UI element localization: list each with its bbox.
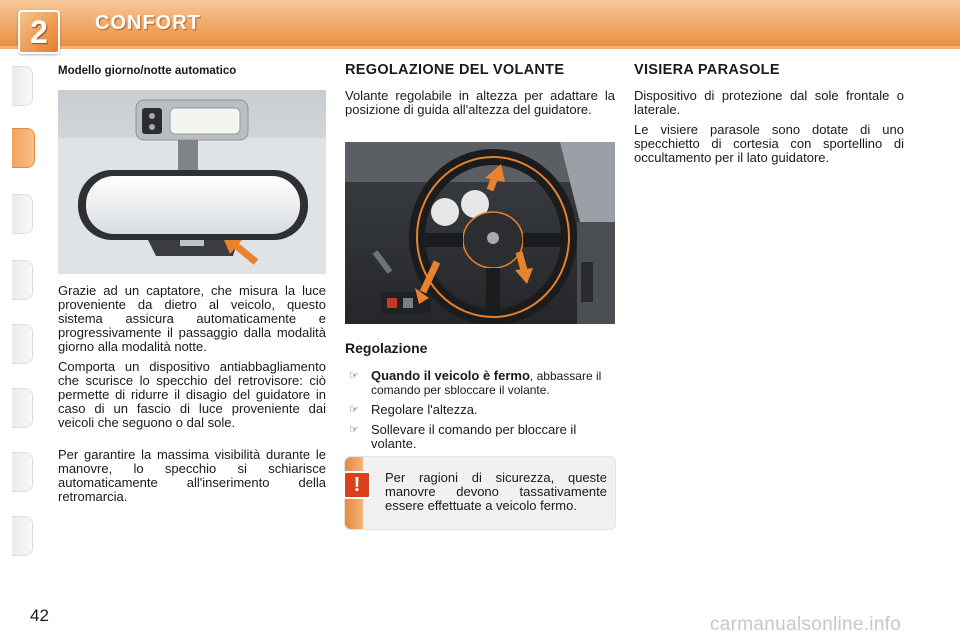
chapter-tab[interactable] <box>12 516 33 556</box>
watermark: carmanualsonline.info <box>710 614 902 635</box>
right-column <box>634 63 904 171</box>
paragraph: Grazie ad un captatore, che misura la luce proveniente da dietro al veicolo, questo sistema assicura automaticamente e progressivamente il passaggio dalla modalità giorno alla modalità notte. <box>58 283 326 354</box>
chapter-tab[interactable] <box>12 324 33 364</box>
subheading-regolazione: Regolazione <box>345 340 428 356</box>
paragraph: Dispositivo di protezione dal sole frontale o laterale. <box>634 88 904 117</box>
list-item-text: Regolare l'altezza. <box>371 402 478 417</box>
section-heading-sun-visor: VISIERA PARASOLE <box>634 62 780 78</box>
page-number: 42 <box>30 606 49 625</box>
steering-wheel-illustration <box>345 142 615 324</box>
pointer-hand-icon: ☞ <box>349 424 359 436</box>
warning-box <box>344 456 616 530</box>
chapter-tab[interactable] <box>12 388 33 428</box>
list-item <box>345 403 615 417</box>
paragraph: Comporta un dispositivo antiabbagliamento che scurisce lo specchio del retrovisore: ciò permette di ridurre il disagio del guidatore in caso di un fascio di luce proveniente dai veicoli che seguono o dal sole. <box>58 359 326 430</box>
chapter-number-badge: 2 <box>18 10 60 54</box>
paragraph: Volante regolabile in altezza per adattare la posizione di guida all'altezza del guidatore. <box>345 88 615 117</box>
chapter-tab[interactable] <box>12 260 33 300</box>
middle-column <box>345 63 615 123</box>
chapter-tab[interactable] <box>12 452 33 492</box>
chapter-tabs <box>12 66 34 576</box>
warning-exclamation-icon: ! <box>343 471 371 499</box>
paragraph: Le visiere parasole sono dotate di uno specchietto di cortesia con sportellino di occultamento per il lato guidatore. <box>634 122 904 165</box>
chapter-tab[interactable] <box>12 194 33 234</box>
list-item-text: Sollevare il comando per bloccare il volante. <box>371 422 577 451</box>
chapter-tab-active[interactable] <box>12 128 35 168</box>
left-column <box>58 64 326 84</box>
pointer-hand-icon: ☞ <box>349 370 359 382</box>
list-item <box>345 423 615 451</box>
list-item <box>345 369 615 397</box>
paragraph: Per garantire la massima visibilità durante le manovre, lo specchio si schiarisce automaticamente all'inserimento della retromarcia. <box>58 447 326 504</box>
chapter-tab[interactable] <box>12 66 33 106</box>
warning-text: Per ragioni di sicurezza, queste manovre devono tassativamente essere effettuate a veicolo fermo. <box>385 470 607 513</box>
adjustment-section <box>345 341 615 457</box>
rearview-mirror-illustration <box>58 90 326 274</box>
emphasis: Quando il veicolo è fermo <box>371 368 530 383</box>
pointer-hand-icon: ☞ <box>349 404 359 416</box>
section-heading-steering: REGOLAZIONE DEL VOLANTE <box>345 62 565 78</box>
section-heading-mirror: Modello giorno/notte automatico <box>58 65 237 77</box>
header-divider <box>0 46 960 49</box>
list-item-text: , abbassare il comando per sbloccare il volante. <box>371 369 602 397</box>
left-column-text <box>58 284 326 510</box>
chapter-title: CONFORT <box>95 12 201 34</box>
